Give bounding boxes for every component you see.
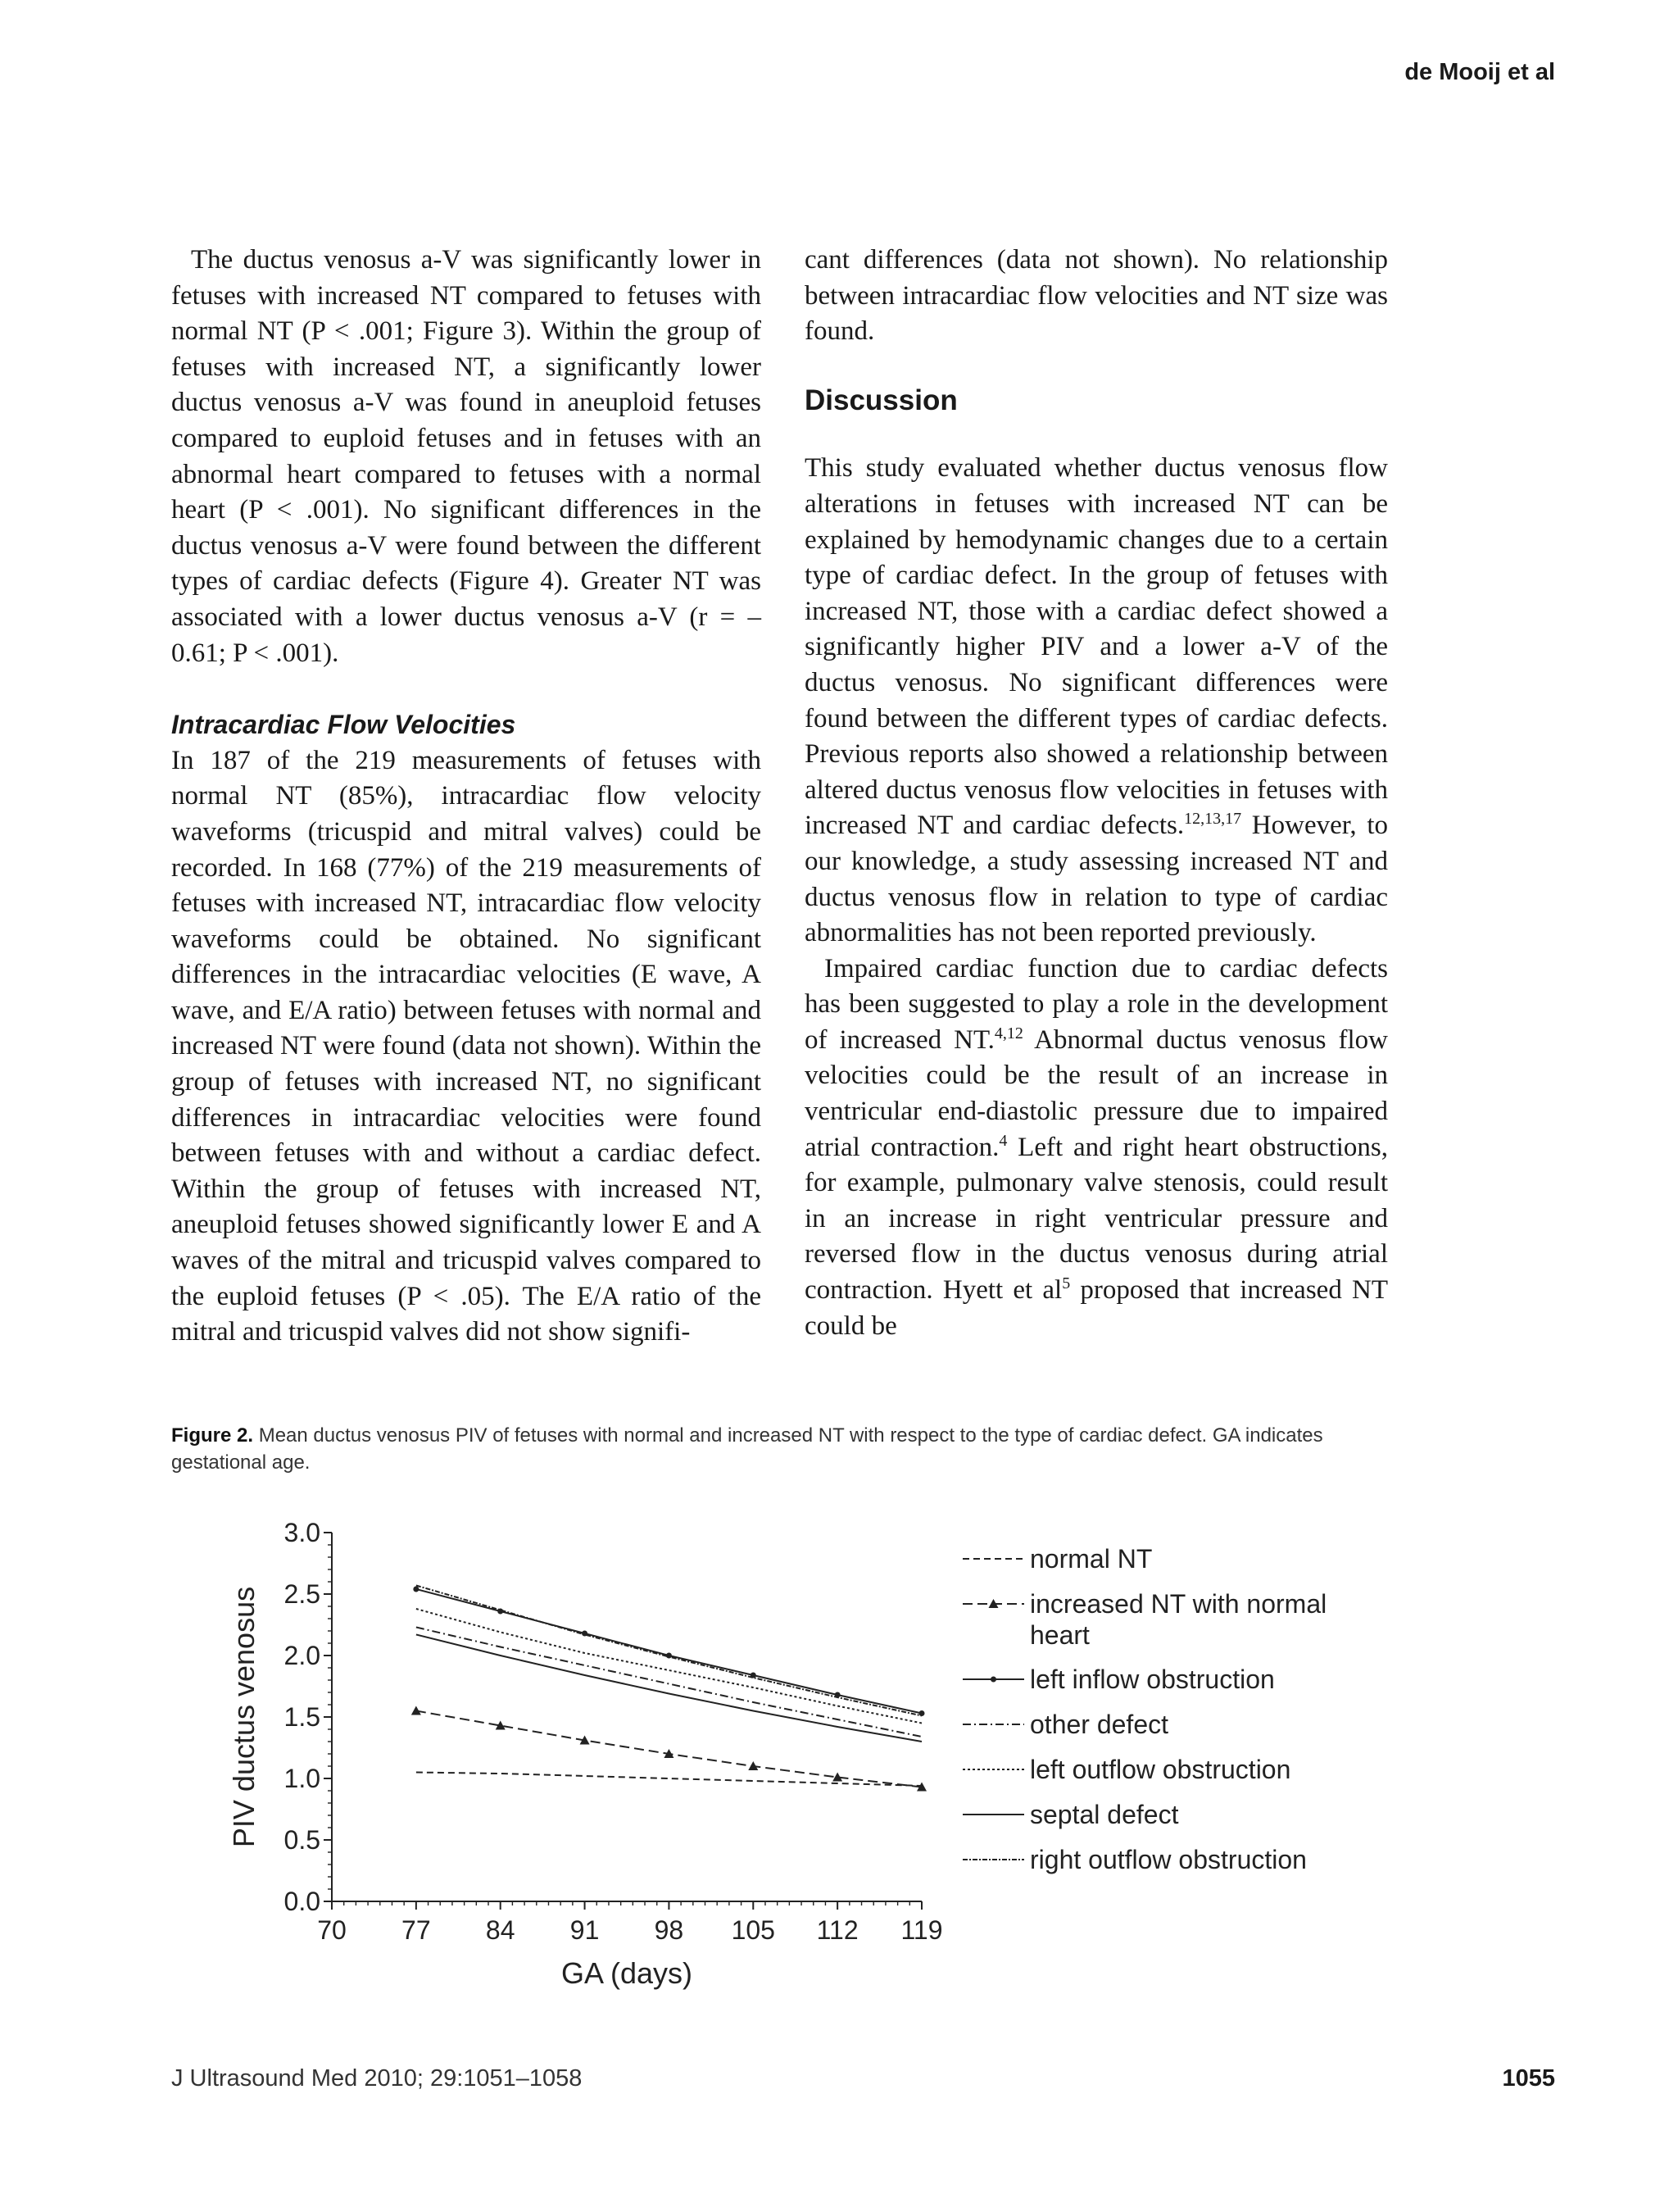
legend-label: increased NT with normal heart — [1030, 1589, 1327, 1650]
legend-label: other defect — [1030, 1710, 1168, 1739]
x-axis-title: GA (days) — [560, 1956, 693, 1990]
x-tick-label: 98 — [654, 1915, 684, 1945]
caption-text: Mean ductus venosus PIV of fetuses with normal and increased NT with respect to the type of cardiac defect. GA indicates gestational age. — [171, 1424, 1323, 1474]
figure-chart — [213, 1508, 1409, 2049]
x-tick-label: 112 — [816, 1915, 859, 1945]
body-paragraph: The ductus venosus a-V was significantly lower in fetuses with increased NT compared to fetuses with normal NT (P < .001; Figure 3). Within the group of fetuses with increased NT, a significantly lower ductus venosus a-V was found in aneuploid fetuses compared to euploid fetuses and in fetuses with an abnormal heart compared to fetuses with a normal heart (P < .001). No significant differences in the ductus venosus a-V were found between the different types of cardiac defects (Figure 4). Greater NT was associated with a lower ductus venosus a-V (r = –0.61; P < .001). — [171, 245, 761, 668]
data-point — [748, 1761, 758, 1770]
y-tick-label: 1.0 — [283, 1764, 320, 1793]
y-tick-label: 1.5 — [283, 1702, 320, 1732]
citation: 12,13,17 — [1184, 810, 1242, 829]
legend-label: normal NT — [1030, 1544, 1153, 1574]
data-point — [413, 1587, 419, 1592]
text-run: proposed that increased NT could be — [805, 1275, 1388, 1341]
series-line-other-defect — [416, 1628, 922, 1737]
body-paragraph: cant differences (data not shown). No relationship between intracardiac flow velocities and NT size was found. — [805, 245, 1388, 347]
x-tick-label: 105 — [731, 1915, 775, 1945]
section-heading: Discussion — [805, 384, 958, 416]
legend-label: right outflow obstruction — [1030, 1845, 1307, 1874]
citation: 5 — [1062, 1274, 1071, 1293]
x-tick-label: 91 — [569, 1915, 600, 1945]
legend-label: septal defect — [1030, 1800, 1179, 1829]
running-head: de Mooij et al — [1404, 59, 1555, 85]
left-column — [171, 243, 761, 1351]
legend-label: left outflow obstruction — [1030, 1755, 1291, 1784]
x-tick-label: 77 — [401, 1915, 431, 1945]
y-tick-label: 3.0 — [283, 1518, 320, 1547]
legend-marker — [991, 1677, 996, 1683]
right-column — [805, 243, 1388, 1344]
series-line-septal-defect — [416, 1635, 922, 1742]
figure-caption — [171, 1422, 1390, 1476]
text-run: Impaired cardiac function due to cardiac defects has been suggested to play a role in the development of increased NT. — [805, 953, 1388, 1055]
series-line-increased-nt-with-normal-heart — [416, 1711, 922, 1787]
page-number: 1055 — [1502, 2065, 1555, 2092]
journal-citation: J Ultrasound Med 2010; 29:1051–1058 — [171, 2065, 583, 2092]
body-paragraph — [805, 451, 1388, 951]
figure-label: Figure 2. — [171, 1424, 254, 1447]
x-tick-label: 84 — [485, 1915, 515, 1945]
y-tick-label: 0.5 — [283, 1825, 320, 1855]
citation: 4 — [999, 1131, 1008, 1150]
y-tick-label: 0.0 — [283, 1887, 320, 1916]
citation: 4,12 — [994, 1024, 1023, 1042]
series-line-left-outflow-obstruction — [416, 1609, 922, 1724]
body-paragraph: In 187 of the 219 measurements of fetuses with normal NT (85%), intracardiac flow velocity waveforms (tricuspid and mitral valves) could be recorded. In 168 (77%) of the 219 measurements of fetuses with increased NT, intracardiac flow velocity waveforms could be obtained. No significant differences in the intracardiac velocities (E wave, A wave, and E/A ratio) between fetuses with normal and increased NT were found (data not shown). Within the group of fetuses with increased NT, no significant differences in intracardiac velocities were found between fetuses with and without a cardiac defect. Within the group of fetuses with increased NT, aneuploid fetuses showed significantly lower E and A waves of the mitral and tricuspid valves compared to the euploid fetuses (P < .05). The E/A ratio of the mitral and tricuspid valves did not show signifi- — [171, 745, 761, 1347]
y-tick-label: 2.5 — [283, 1579, 320, 1609]
body-paragraph — [805, 952, 1388, 1345]
legend-label: left inflow obstruction — [1030, 1665, 1275, 1694]
text-run: However, to our knowledge, a study assessing increased NT and ductus venosus flow in relation to type of cardiac abnormalities has not been reported previously. — [805, 811, 1388, 948]
series-line-normal-nt — [416, 1773, 922, 1787]
text-run: Abnormal ductus venosus flow velocities could be the result of an increase in ventricular end-diastolic pressure due to impaired atrial contraction. — [805, 1024, 1388, 1162]
text-run: This study evaluated whether ductus venosus flow alterations in fetuses with increased NT can be explained by hemodynamic changes due to a certain type of cardiac defect. In the group of fetuses with increased NT, those with a cardiac defect showed a significantly higher PIV and a lower a-V of the ductus venosus. No significant differences were found between the different types of cardiac defects. Previous reports also showed a relationship between altered ductus venosus flow velocities in fetuses with increased NT and cardiac defects. — [805, 453, 1388, 841]
x-tick-label: 70 — [317, 1915, 347, 1945]
subheading: Intracardiac Flow Velocities — [171, 710, 516, 740]
y-axis-title: PIV ductus venosus — [227, 1586, 261, 1848]
x-tick-label: 119 — [900, 1915, 943, 1945]
text-run: Left and right heart obstructions, for example, pulmonary valve stenosis, could result in an increase in right ventricular pressure and reversed flow in the ductus venosus during atrial contraction. Hyett et al — [805, 1132, 1388, 1306]
y-tick-label: 2.0 — [283, 1641, 320, 1670]
data-point — [411, 1706, 421, 1715]
